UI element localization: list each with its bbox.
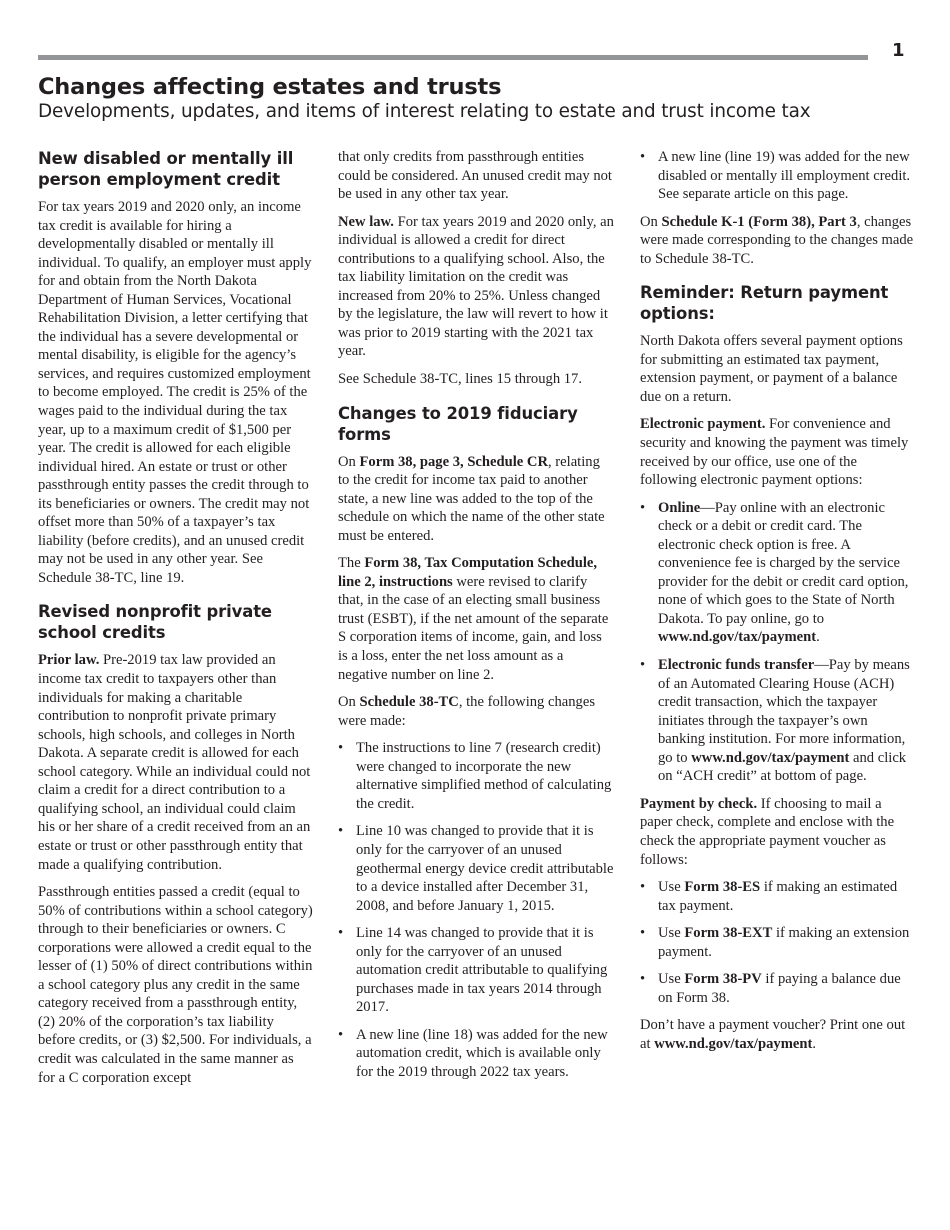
column-2: [338, 148, 614, 1091]
list-item-online: • Online—Pay online with an electronic check or a debit or credit card. The electronic check option is free. A convenience fee is charged by the service provider for the debit or credit card option, none of which goes to the State of North Dakota. To pay online, go to www.nd.gov/tax/payment.: [640, 499, 917, 647]
header-rule: [38, 55, 868, 60]
list-item: • Line 10 was changed to provide that it is only for the carryover of an unused geothermal energy device credit attributable to a device installed after December 31, 2008, and before January 1, 2015.: [338, 822, 614, 915]
paragraph: Electronic payment. For convenience and security and knowing the payment was timely received by our office, use one of the following electronic payment options:: [640, 416, 909, 489]
paragraph: See Schedule 38-TC, lines 15 through 17.: [338, 371, 583, 388]
payment-link[interactable]: www.nd.gov/tax/payment: [658, 629, 817, 646]
paragraph: North Dakota offers several payment options for submitting an estimated tax payment, extension payment, or payment of a balance due on a return.: [640, 333, 903, 405]
paragraph: Passthrough entities passed a credit (equal to 50% of contributions within a school category) through to their beneficiaries or owners. C corporations were allowed a credit equal to the lesser of (1) 50% of direct contributions within a school category plus any credit in the same category received from a passthrough entity, (2) 20% of the corporation’s tax liability before credits, or (3) $2,500. For individuals, a credit was calculated in the same manner as for a C corporation except: [38, 884, 313, 1086]
paragraph: On Schedule K-1 (Form 38), Part 3, changes were made corresponding to the changes made to Schedule 38-TC.: [640, 213, 914, 267]
lead-in: Payment by check.: [640, 795, 758, 812]
schedule-38tc-changes-list: [338, 739, 614, 1081]
paragraph: On Form 38, page 3, Schedule CR, relating to the credit for income tax paid to another state, a new line was added to the top of the schedule on which the name of the other state must be entered.: [338, 453, 605, 544]
heading-disabled-credit: New disabled or mentally ill person employment credit: [38, 149, 294, 189]
list-item: • Line 14 was changed to provide that it is only for the carryover of an unused automation credit attributable to qualifying purchases made in tax years 2014 through 2017.: [338, 924, 614, 1017]
lead-in: Electronic payment.: [640, 416, 766, 433]
page-number: 1: [892, 40, 905, 61]
lead-in: Prior law.: [38, 652, 100, 669]
heading-nonprofit-credits: Revised nonprofit private school credits: [38, 602, 272, 643]
paragraph: For tax years 2019 and 2020 only, an income tax credit is available for hiring a developmentally disabled or mentally ill individual. To qualify, an employer must apply for and obtain from the North Dakota Department of Human Services, Vocational Rehabilitation Division, a letter certifying that the individual has a severe developmental or mental disability, is eligible for the agency’s services, and requires customized employment to become employed. The credit is 25% of the wages paid to the individual during the tax year, up to a maximum credit of $1,500 per year. The credit is allowed for each eligible individual hired. An estate or trust or other passthrough entity passes the credit through to its beneficiaries or owners. The credit may not offset more than 50% of a taxpayer’s tax liability (before credits), and an unused credit may not be used in any other year. See Schedule 38-TC, line 19.: [38, 199, 312, 586]
payment-link[interactable]: www.nd.gov/tax/payment: [654, 1035, 813, 1052]
list-item: • Use Form 38-ES if making an estimated tax payment.: [640, 878, 917, 915]
heading-fiduciary-forms: Changes to 2019 fiduciary forms: [338, 403, 578, 444]
lead-in: New law.: [338, 213, 394, 230]
voucher-list: [640, 878, 917, 1007]
payment-link[interactable]: www.nd.gov/tax/payment: [691, 749, 850, 766]
list-item-eft: • Electronic funds transfer—Pay by means of an Automated Clearing House (ACH) credit transaction, which the taxpayer initiates through the taxpayer’s own banking institution. For more information, go to www.nd.gov/tax/payment and click on “ACH credit” at bottom of page.: [640, 656, 917, 786]
electronic-payment-list: [640, 499, 917, 786]
paragraph: New law. For tax years 2019 and 2020 only, an individual is allowed a credit for direct contributions to a qualifying school. Also, the tax liability limitation on the credit was increased from 20% to 25%. Unless changed by the legislature, the law will revert to how it was prior to 2019 starting with the 2021 tax year.: [338, 213, 614, 360]
paragraph: On Schedule 38-TC, the following changes were made:: [338, 694, 596, 729]
column-1: [38, 148, 314, 1096]
paragraph: that only credits from passthrough entities could be considered. An unused credit may not be used in any other tax year.: [338, 149, 612, 203]
heading-payment-options: Reminder: Return payment options:: [640, 283, 889, 324]
continued-list: [640, 148, 917, 204]
page-title: Changes affecting estates and trusts: [38, 74, 502, 100]
paragraph: Prior law. Pre-2019 tax law provided an income tax credit to taxpayers other than individuals for making a charitable contribution to nonprofit private primary schools, high schools, and colleges in North Dakota. A separate credit is allowed for each school category. While an individual could not claim a credit for a direct contribution to a qualifying school, an individual could claim his or her share of a credit received from an an estate or trust or other passthrough entity that made a qualifying contribution.: [38, 652, 311, 873]
page-subtitle: Developments, updates, and items of interest relating to estate and trust income tax: [38, 101, 811, 122]
list-item: • Use Form 38-EXT if making an extension payment.: [640, 924, 917, 961]
list-item: • The instructions to line 7 (research credit) were changed to incorporate the new alternative simplified method of calculating the credit.: [338, 739, 614, 813]
list-item: • A new line (line 19) was added for the new disabled or mentally ill employment credit. See separate article on this page.: [640, 148, 917, 204]
list-item: • A new line (line 18) was added for the new automation credit, which is available only for the 2019 through 2022 tax years.: [338, 1026, 614, 1082]
list-item: • Use Form 38-PV if paying a balance due on Form 38.: [640, 970, 917, 1007]
paragraph: Don’t have a payment voucher? Print one out at www.nd.gov/tax/payment.: [640, 1017, 906, 1052]
paragraph: The Form 38, Tax Computation Schedule, line 2, instructions were revised to clarify that, in the case of an electing small business trust (ESBT), if the net amount of the separate S corporation items of income, gain, and loss is a loss, enter the net loss amount as a negative number on line 2.: [338, 555, 609, 683]
column-3: [640, 148, 917, 1062]
paragraph: Payment by check. If choosing to mail a paper check, complete and enclose with the check the appropriate payment voucher as follows:: [640, 795, 895, 868]
